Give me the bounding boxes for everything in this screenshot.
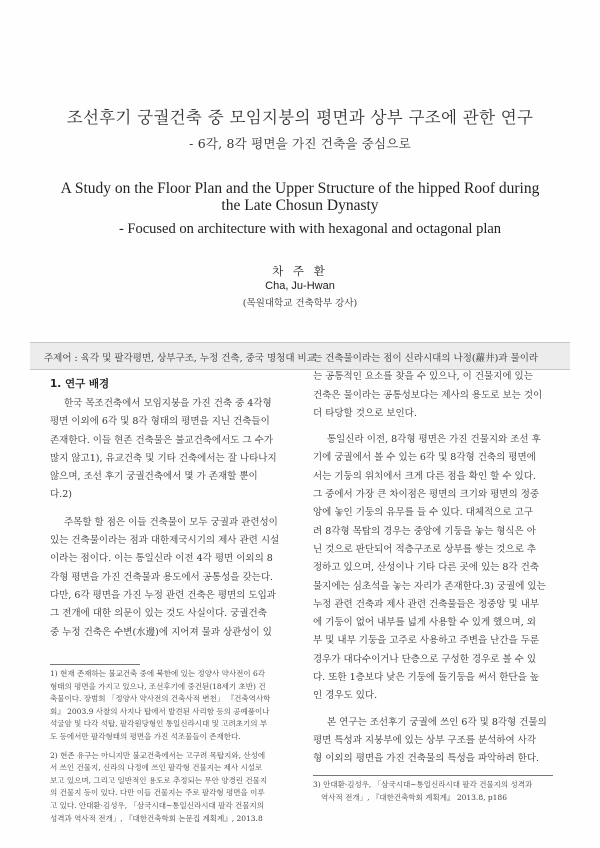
keywords-text: 주제어 : 육각 및 팔각평면, 상부구조, 누정 건축, 중국 명청대 비교 bbox=[44, 353, 316, 364]
body-line: 는 공통적인 요소를 찾을 수 있으나, 이 건물지에 있는 bbox=[313, 371, 533, 383]
footnote-line: 의 건물지 등이 있다. 다만 이들 건물지는 주로 팔각형 평면을 이루 bbox=[50, 788, 265, 798]
english-subtitle: - Focused on architecture with with hexagonal and octagonal plan bbox=[118, 221, 502, 237]
body-line: 각형 평면을 가진 건축물과 용도에서 공통성을 갖는다. bbox=[50, 571, 274, 583]
body-line: 본 연구는 조선후기 궁궐에 쓰인 6각 및 8각형 건물의 bbox=[327, 716, 547, 728]
footnote-line: 석굴암 및 다각 석탑, 팔각원당형인 통일신라시대 및 고려초기의 부 bbox=[50, 719, 268, 729]
body-line: 그 전개에 대한 의문이 있는 것도 사실이다. 궁궐건축 bbox=[50, 608, 267, 620]
body-line: 형 이외의 평면을 가진 건축물의 특성을 파악하려 한다. bbox=[313, 753, 540, 765]
korean-title: 조선후기 궁궐건축 중 모임지붕의 평면과 상부 구조에 관한 연구 bbox=[66, 108, 534, 127]
body-line: 있는 건축물이라는 점과 대한제국시기의 제사 관련 시설 bbox=[50, 535, 280, 547]
footnote-line: 성격과 역사적 전개」, 『대한건축학회 논문집 계획계』, 2013.8 bbox=[50, 813, 263, 823]
body-line: 인 경우도 있다. bbox=[313, 690, 378, 702]
footnote-line: 서 쓰인 건물지, 신라의 나정에 쓰인 팔각형 건물지는 제사 시설로 bbox=[50, 763, 263, 773]
footnote-line: 3) 안대환·김성우, 「삼국시대~통일신라시대 팔각 건물지의 성격과 bbox=[313, 780, 533, 789]
left-column-body bbox=[50, 395, 290, 642]
body-line: 서는 기둥의 위치에서 크게 다른 점을 확인 할 수 있다. bbox=[313, 470, 536, 482]
body-line: 존재한다. 이들 현존 건축물은 불교건축에서도 그 수가 bbox=[50, 434, 274, 446]
footnote-line: 보고 있으며, 그리고 일반적인 용도로 추정되는 무안 양경린 건물지 bbox=[50, 775, 268, 785]
footnote-line: 축물이다. 장범희 「정양사 약사전의 건축사적 변천」 『건축역사학 bbox=[50, 694, 271, 704]
section-heading: 1. 연구 배경 bbox=[50, 378, 110, 390]
body-line: 다만, 6각 평면을 가진 누정 관련 건축은 평면의 도입과 bbox=[50, 589, 276, 601]
footnote-line: 2) 현존 유구는 아니지만 불교건축에서는 고구려 목탑지와, 산성에 bbox=[50, 750, 266, 760]
body-line: 평면 이외에 6각 및 8각 형태의 평면을 지닌 건축들이 bbox=[50, 416, 270, 428]
body-line: 평면 특성과 지붕부에 있는 상부 구조를 분석하여 사각 bbox=[313, 734, 537, 746]
footnote-line: 도 등에서만 팔각형태의 평면을 가진 석조물들이 존재한다. bbox=[50, 731, 241, 741]
footnote-line: 역사적 전개」, 『대한건축학회 계획계』 2013.8, p186 bbox=[321, 792, 507, 802]
body-line: 기에 궁궐에서 볼 수 있는 6각 및 8각형 건축의 평면에 bbox=[313, 452, 536, 464]
body-line: 더 타당할 것으로 보인다. bbox=[313, 407, 417, 419]
korean-subtitle: - 6각, 8각 평면을 가진 건축을 중심으로 bbox=[189, 136, 411, 151]
footnote-line: 고 있다. 안대환·김성우, 「삼국시대~통일신라시대 팔각 건물지의 bbox=[50, 800, 264, 810]
author-affiliation: (목원대학교 건축학부 강사) bbox=[242, 298, 358, 309]
body-line: 에 기둥이 없어 내부를 넓게 사용할 수 있게 했으며, 외 bbox=[313, 617, 536, 629]
footnote-line: 형태의 평면을 가지고 있으나, 조선후기에 중건된(18세기 초반) 건 bbox=[50, 681, 266, 691]
body-line: 정하고 있으며, 산성이나 기타 다른 곳에 있는 8각 건축 bbox=[313, 562, 539, 574]
body-line: 많지 않고1), 유교건축 및 기타 건축에서는 잘 나타나지 bbox=[50, 452, 277, 464]
left-footnotes bbox=[50, 668, 270, 825]
body-line: 부 및 내부 기둥을 고주로 사용하고 주변을 난간을 두룬 bbox=[313, 635, 540, 647]
body-line: 주목할 할 점은 이들 건축물이 모두 궁궐과 관련성이 bbox=[64, 516, 278, 528]
body-line: 통일신라 이전, 8각형 평면은 가진 건물지와 조선 후 bbox=[327, 434, 541, 446]
footnote-rule-left bbox=[50, 664, 140, 665]
body-line: 다. 또한 1층보다 낮은 기둥에 돌기둥을 써서 한단을 높 bbox=[313, 672, 539, 684]
body-line: 는 건축물이라는 점이 신라시대의 나정(蘿井)과 물이라 bbox=[313, 353, 539, 364]
body-line: 경우가 대다수이거나 단층으로 구성한 경우로 볼 수 있 bbox=[313, 653, 537, 665]
body-line: 이라는 점이다. 이는 통일신라 이전 4각 평면 이외의 8 bbox=[50, 553, 273, 565]
body-line: 닌 것으로 판단되어 적층구조로 상부를 쌓는 것으로 추 bbox=[313, 543, 537, 555]
body-line: 건축은 물이라는 공통성보다는 제사의 용도로 보는 것이 bbox=[313, 389, 543, 401]
body-line: 려 8각형 목탑의 경우는 중앙에 기둥을 놓는 형식은 아 bbox=[313, 525, 536, 537]
author-name-korean: 차 주 환 bbox=[272, 264, 328, 278]
footnote-line: 회』 2003.9 사찰의 사지나 탑에서 발견된 사리함 등의 공예품이나 bbox=[50, 706, 270, 716]
right-footnotes bbox=[313, 779, 532, 804]
english-title-line-2: the Late Chosun Dynasty bbox=[221, 197, 379, 214]
author-name-english: Cha, Ju-Hwan bbox=[265, 280, 335, 292]
english-title-line-1: A Study on the Floor Plan and the Upper Structure of the hipped Roof during bbox=[60, 180, 540, 197]
body-line: 중 누정 건축은 수변(水邊)에 지어져 물과 상관성이 있 bbox=[50, 626, 272, 638]
right-column-body bbox=[313, 350, 553, 769]
body-line: 물지에는 심초석을 놓는 자리가 존재한다.3) 궁궐에 있는 bbox=[313, 580, 546, 592]
body-line: 그 중에서 가장 큰 차이점은 평면의 크기와 평면의 정중 bbox=[313, 489, 540, 501]
footnote-line: 1) 현재 존재하는 불교건축 중에 북한에 있는 정양사 약사전이 6각 bbox=[50, 669, 266, 678]
body-line: 다.2) bbox=[50, 489, 72, 501]
body-line: 누정 관련 건축과 제사 관련 건축물들은 정중앙 및 내부 bbox=[313, 598, 540, 610]
body-line: 않으며, 조선 후기 궁궐건축에서 몇 가 존재할 뿐이 bbox=[50, 471, 258, 483]
body-line: 한국 목조건축에서 모임지붕을 가진 건축 중 4각형 bbox=[64, 398, 272, 409]
body-line: 앙에 놓인 기둥의 유무를 들 수 있다. 대체적으로 고구 bbox=[313, 507, 533, 519]
footnote-rule-right bbox=[313, 775, 553, 776]
